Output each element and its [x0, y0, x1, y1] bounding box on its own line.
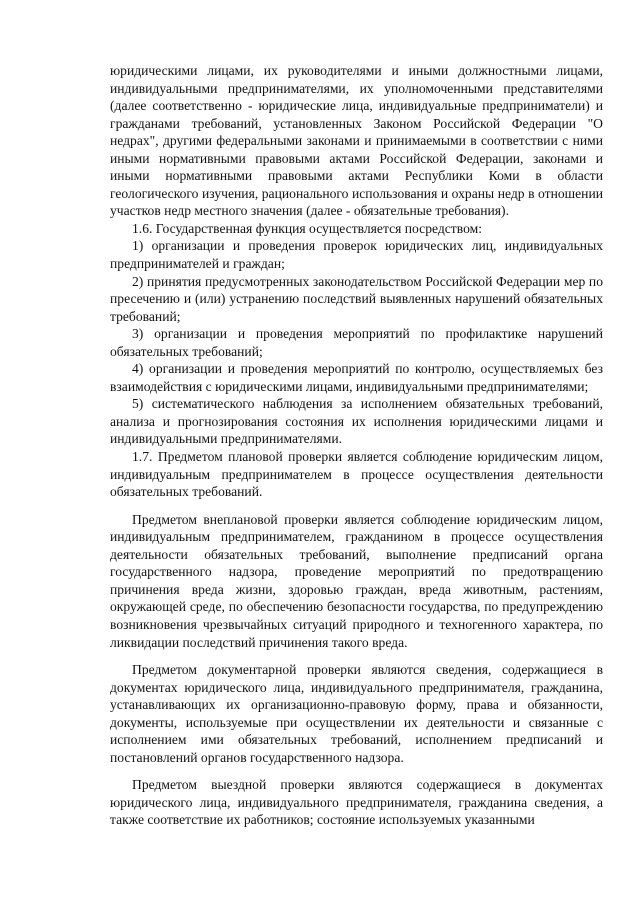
paragraph-documentary-inspection: Предметом документарной проверки являются сведения, содержащиеся в документах юридического лица, индивидуального предпринимателя, гражданина, устанавливающих их организационно-правовую форму, права и обязанности, документы, используемые при осуществлении их деятельности и связанные с исполнением ими обязательных требований, исполнением предписаний и постановлений органов государственного надзора.	[110, 662, 603, 765]
list-item-3: 3) организации и проведения мероприятий по профилактике нарушений обязательных требований;	[110, 326, 603, 359]
paragraph-continuation: юридическими лицами, их руководителями и иными должностными лицами, индивидуальными предпринимателями, их уполномоченными представителями (далее соответственно - юридические лица, индивидуальные предприниматели) и гражданами требований, установленных Законом Российской Федерации "О недрах", другими федеральными законами и принимаемыми в соответствии с ними иными нормативными правовыми актами Российской Федерации, законами и иными нормативными правовыми актами Республики Коми в области геологического изучения, рационального использования и охраны недр в отношении участков недр местного значения (далее - обязательные требования).	[110, 63, 603, 219]
paragraph-unscheduled-inspection: Предметом внеплановой проверки является соблюдение юридическим лицом, индивидуальным предпринимателем, гражданином в процессе осуществления деятельности обязательных требований, выполнение предписаний органа государственного надзора, проведение мероприятий по предотвращению причинения вреда жизни, здоровью граждан, вреда животным, растениям, окружающей среде, по обеспечению безопасности государства, по предупреждению возникновения чрезвычайных ситуаций природного и техногенного характера, по ликвидации последствий причинения такого вреда.	[110, 511, 603, 650]
list-item-1: 1) организации и проведения проверок юридических лиц, индивидуальных предпринимателей и граждан;	[110, 238, 603, 272]
list-item-5: 5) систематического наблюдения за исполнением обязательных требований, анализа и прогнозирования состояния их исполнения юридическими лицами и индивидуальными предпринимателями.	[110, 396, 603, 447]
list-item-2: 2) принятия предусмотренных законодательством Российской Федерации мер по пресечению и (или) устранению последствий выявленных нарушений обязательных требований;	[110, 273, 603, 324]
document-body	[110, 62, 603, 829]
paragraph-1-6: 1.6. Государственная функция осуществляется посредством:	[132, 220, 482, 236]
paragraph-1-7: 1.7. Предметом плановой проверки является соблюдение юридическим лицом, индивидуальным предпринимателем в процессе осуществления деятельности обязательных требований.	[110, 449, 603, 500]
paragraph-field-inspection: Предметом выездной проверки являются содержащиеся в документах юридического лица, индивидуального предпринимателя, гражданина сведения, а также соответствие их работников; состояние используемых указанными	[110, 777, 603, 828]
list-item-4: 4) организации и проведения мероприятий по контролю, осуществляемых без взаимодействия с юридическими лицами, индивидуальными предпринимателями;	[110, 361, 603, 394]
